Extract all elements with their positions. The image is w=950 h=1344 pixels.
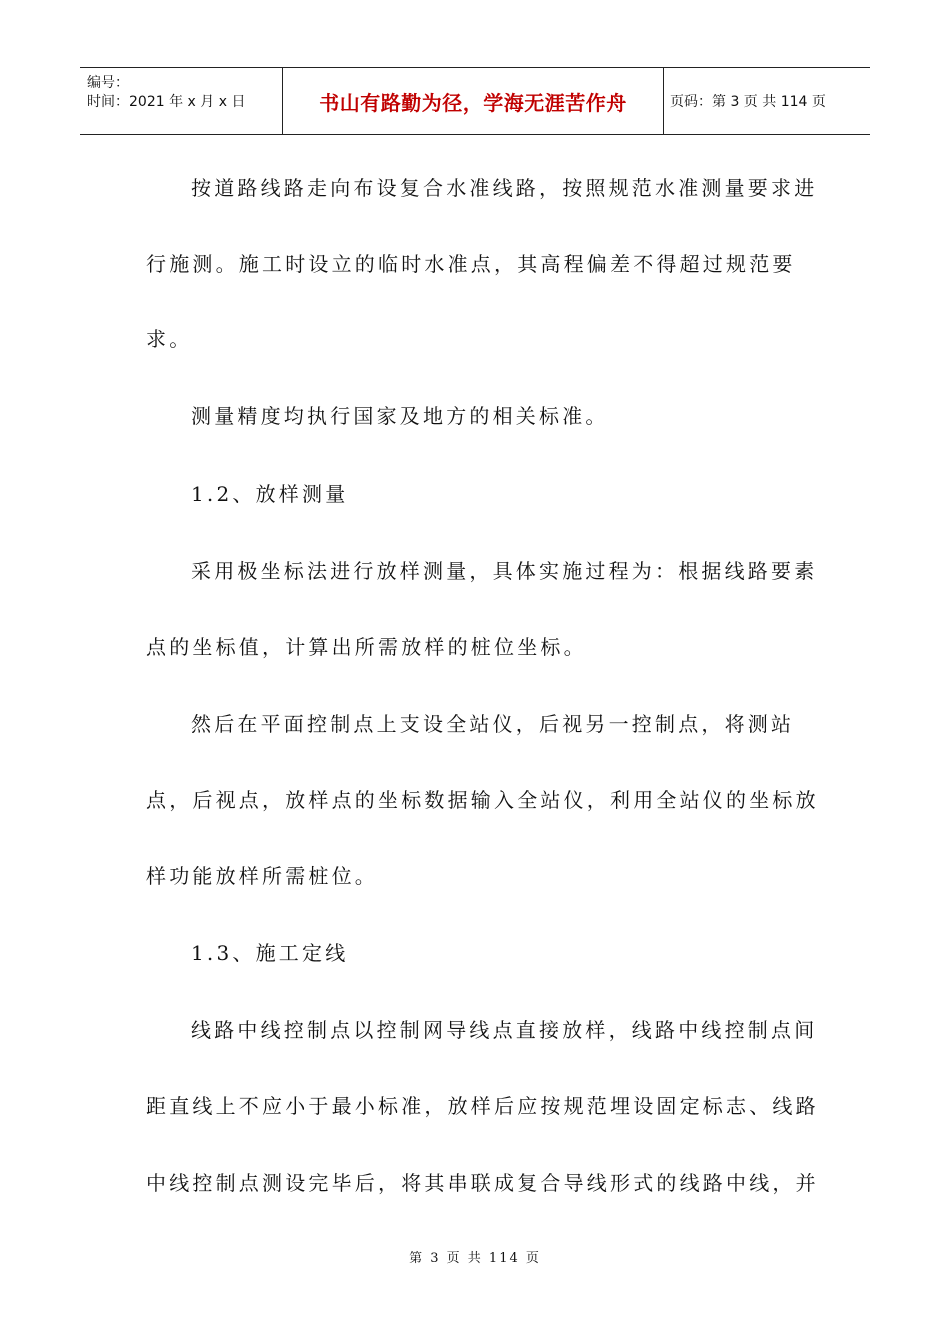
paragraph-line: 行施测。施工时设立的临时水准点，其高程偏差不得超过规范要 (146, 252, 796, 276)
paragraph-line: 距直线上不应小于最小标准，放样后应按规范埋设固定标志、线路 (146, 1094, 819, 1118)
paragraph-line: 样功能放样所需桩位。 (146, 864, 378, 888)
paragraph-line: 线路中线控制点以控制网导线点直接放样，线路中线控制点间 (191, 1018, 818, 1042)
paragraph-line: 中线控制点测设完毕后，将其串联成复合导线形式的线路中线，并 (146, 1171, 819, 1195)
paragraph-line: 测量精度均执行国家及地方的相关标准。 (191, 404, 609, 428)
document-number-label: 编号： (87, 75, 129, 91)
paragraph-line: 求。 (146, 327, 193, 351)
header-page-info: 页码：第 3 页 共 114 页 (670, 94, 826, 110)
paragraph-line: 点的坐标值，计算出所需放样的桩位坐标。 (146, 635, 587, 659)
header-meta (80, 68, 283, 134)
paragraph-line: 采用极坐标法进行放样测量，具体实施过程为：根据线路要素 (191, 559, 818, 583)
page-header (80, 67, 870, 135)
section-heading: 1.3、施工定线 (191, 941, 349, 965)
section-heading: 1.2、放样测量 (191, 482, 349, 506)
document-date: 时间：2021 年 x 月 x 日 (87, 94, 246, 110)
paragraph-line: 按道路线路走向布设复合水准线路，按照规范水准测量要求进 (191, 176, 818, 200)
paragraph-line: 点，后视点，放样点的坐标数据输入全站仪，利用全站仪的坐标放 (146, 788, 819, 812)
paragraph-line: 然后在平面控制点上支设全站仪，后视另一控制点，将测站 (191, 712, 795, 736)
header-motto: 书山有路勤为径，学海无涯苦作舟 (283, 68, 664, 134)
page-footer: 第 3 页 共 114 页 (409, 1251, 541, 1266)
